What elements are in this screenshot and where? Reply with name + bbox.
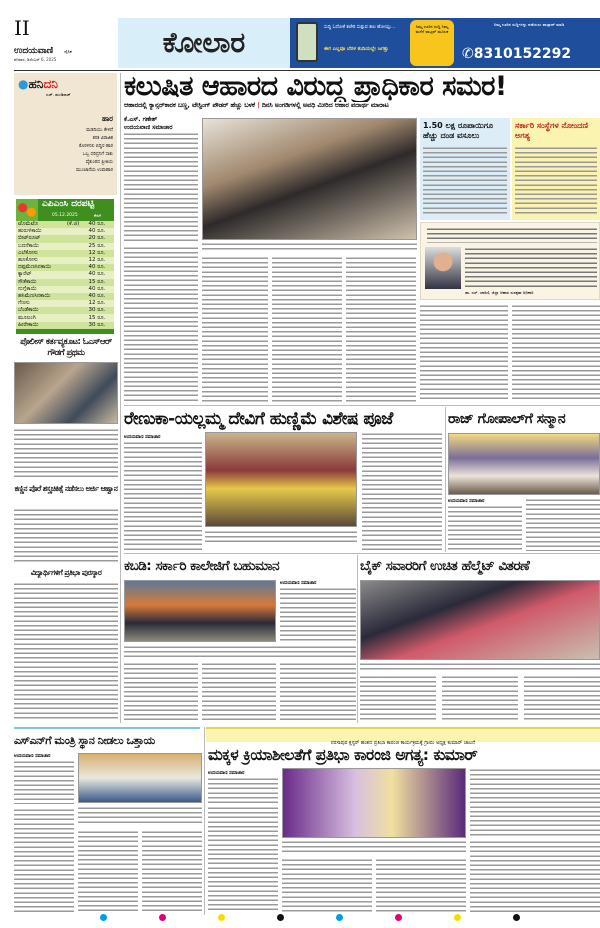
article-body-text: [423, 146, 507, 216]
quote-box: [420, 222, 600, 300]
article-body-text: [362, 432, 442, 551]
section-rule-blue: [14, 727, 200, 729]
apmc-row: [16, 271, 114, 278]
apmc-price: 40 ರೂ.: [86, 293, 114, 300]
apmc-row: [16, 322, 114, 329]
article-body-text: [280, 587, 356, 642]
vegetables-image: [16, 199, 38, 221]
ad-phone-number: ✆8310152292: [462, 46, 572, 62]
apmc-note: [65, 257, 87, 264]
lead-subhead: [124, 102, 600, 110]
helmet-headline: ಬೈಕ್ ಸವಾರರಿಗೆ ಉಚಿತ ಹೆಲ್ಮೆಟ್ ವಿತರಣೆ: [360, 558, 530, 574]
apmc-note: (ಕೆ.ಜಿ): [65, 221, 87, 228]
apmc-price: 40 ರೂ.: [86, 221, 114, 228]
paper-name: ಉದಯವಾಣಿ: [14, 46, 54, 56]
ad-badge: ನಿಮ್ಮ ಊರಿನ ಸುದ್ದಿ ನಿಮ್ಮ ಮನೆಗೆ ವಾಟ್ಸಪ್ ಮೂಲಕ: [410, 20, 454, 66]
raj-dateline: ಉದಯವಾಣಿ ಸಮಾಚಾರ: [448, 499, 485, 504]
article-body-text: [512, 304, 600, 402]
official-portrait: [425, 247, 461, 289]
edition-title: ಕೋಲಾರ: [162, 26, 246, 59]
apmc-price: 12 ರೂ.: [86, 300, 114, 307]
apmc-price: 12 ರೂ.: [86, 250, 114, 257]
advertisement: [290, 18, 600, 68]
pratibha-dateline: ಉದಯವಾಣಿ ಸಮಾಚಾರ: [208, 771, 245, 776]
article-body-text: [280, 662, 356, 722]
subhead-part-2: ದಿನಸಿ ಅಂಗಡಿಗಳಲ್ಲಿ ಅವಧಿ ಮೀರಿದ ಆಹಾರ ಪದಾರ್ಥ ಮಾರಾಟ: [261, 102, 389, 109]
apmc-price: 25 ರೂ.: [86, 243, 114, 250]
article-body-text: [78, 830, 138, 912]
quote-text: [427, 227, 597, 243]
apmc-note: [65, 286, 87, 293]
article-body-text: [208, 777, 278, 803]
pratibha-kicker: ನರಸಾಪುರ ಕ್ಲಸ್ಟರ್ ಹಂತದ ಪ್ರತಿಭಾ ಕಾರಂಜಿ ಕಾರ್ಯಕ್ರಮಕ್ಕೆ ಗ್ರಾಪಂ ಅಧ್ಯಕ್ಷ ಕುಮಾರ್ ಚಾಲನೆ: [330, 740, 476, 746]
subhead-separator: |: [257, 102, 260, 109]
apmc-item: ದಪ್ಪಮೆಣಸಿನಕಾಯಿ: [16, 264, 65, 271]
lead-byline: ಕೆ.ಎಸ್. ಗಣೇಶ್: [124, 116, 158, 123]
apmc-item: ಹೀರೇಕಾಯಿ: [16, 322, 65, 329]
poem-line: ಕೊರಳಿನಲಿ ಬಿದ್ದಿರ ಹಾರ: [79, 144, 113, 149]
apmc-item: ಸೌತೆಕಾಯಿ: [16, 279, 65, 286]
kabaddi-dateline: ಉದಯವಾಣಿ ಸಮಾಚಾರ: [280, 581, 317, 586]
article-body-text: [14, 582, 118, 720]
apmc-row: [16, 221, 114, 228]
apmc-note: [65, 228, 87, 235]
apmc-item: ಬೀಟ್‌ರೂಟ್: [16, 235, 65, 242]
apmc-item: ಟೊಮೆಟೊ: [16, 221, 65, 228]
section-rule: [124, 405, 600, 406]
column-rule: [120, 73, 121, 723]
article-body-text: [282, 858, 372, 912]
photo-caption: [202, 242, 417, 252]
edition-title-box: [118, 18, 290, 68]
registration-box-title: ಸರ್ಕಾರಿ ಸಂಸ್ಥೆಗಳ ನೋಂದಣಿ ಅಗತ್ಯ: [515, 121, 589, 140]
apmc-row: [16, 314, 114, 321]
temple-pooja-photo: [205, 432, 357, 527]
apmc-row: [16, 279, 114, 286]
article-body-text: [14, 508, 118, 564]
ad-phone-text: 8310152292: [473, 46, 572, 62]
photo-caption: [282, 840, 466, 854]
color-registration-marks: [100, 914, 520, 922]
article-body-text: [524, 675, 600, 722]
article-body-text: [515, 146, 597, 216]
apmc-item: ಗೆಣಸು: [16, 300, 65, 307]
article-body-text: [272, 256, 342, 402]
article-body-text: [124, 246, 198, 402]
poem-author: ಎಚ್. ಡುಂಡಿರಾಜ್: [46, 92, 71, 97]
apmc-row: [16, 293, 114, 300]
apmc-item: ಹಸಿಮೆಣಸಿನಕಾಯಿ: [16, 293, 65, 300]
renuka-headline: ರೇಣುಕಾ-ಯಲ್ಲಮ್ಮ ದೇವಿಗೆ ಹುಣ್ಣಿಮೆ ವಿಶೇಷ ಪೂಜೆ: [124, 409, 393, 429]
article-body-text: [442, 675, 518, 722]
pratibha-karanji-photo: [282, 768, 466, 838]
ad-phone-icon: [296, 22, 318, 62]
apmc-item: ನುಗ್ಗೆಕಾಯಿ: [16, 286, 65, 293]
poem-line: ಮಡದಿಯು ಕೇಳಿದೆ: [86, 128, 113, 133]
subhead-part-1: ಆಹಾರದಲ್ಲಿ ಕ್ಯಾನ್ಸರ್‌ಕಾರಕ ಬಣ್ಣ, ಟೇಸ್ಟಿಂಗ್ ಪೌಡರ್ ಹೆಚ್ಚು ಬಳಕೆ: [124, 102, 255, 109]
apmc-unit: ಕೆಜಿಗೆ: [94, 213, 101, 218]
article-body-text: [470, 768, 600, 836]
article-body-text: [124, 662, 198, 722]
pratibha-kicker-band: [206, 729, 600, 746]
article-body-text: [420, 304, 508, 402]
kabaddi-headline: ಕಬಡಿ: ಸರ್ಕಾರಿ ಕಾಲೇಜಿಗೆ ಬಹುಮಾನ: [124, 558, 280, 574]
apmc-row: [16, 307, 114, 314]
apmc-item: ಕ್ಯಾರೆಟ್: [16, 271, 65, 278]
quote-caption: ಡಾ. ಎಸ್. ಚಾರಿಣಿ, ಜಿಲ್ಲಾ ಆಹಾರ ಸುರಕ್ಷತಾ ಅಧಿಕಾರಿ: [465, 290, 534, 295]
apmc-row: [16, 228, 114, 235]
apmc-row: [16, 286, 114, 293]
poem-line: ವೈಕುಂಠದ ಪ್ರೀತಿಯ: [85, 160, 113, 165]
apmc-item: ಬೆಂಡೆಕಾಯಿ: [16, 307, 65, 314]
edition-tag: ದೈನಿಕ: [64, 49, 72, 54]
apmc-price: 30 ರೂ.: [86, 307, 114, 314]
apmc-row: [16, 243, 114, 250]
apmc-note: [65, 279, 87, 286]
apmc-row: [16, 235, 114, 242]
lead-headline: ಕಲುಷಿತ ಆಹಾರದ ವಿರುದ್ಧ ಪ್ರಾಧಿಕಾರ ಸಮರ!: [124, 72, 507, 102]
article-body-text: [142, 830, 202, 912]
masthead: [14, 18, 114, 68]
apmc-note: [65, 271, 87, 278]
left-headline-2: ಕಣ್ಣಿನ ಪೊರೆ ಶಸ್ತ್ರಚಿಕಿತ್ಸೆ ನಡೆಸಲು ಅರ್ಜಿ ಆಹ್ವಾನ: [14, 484, 118, 493]
article-body-text: [14, 760, 74, 804]
apmc-item: ಮೂಲಂಗಿ: [16, 314, 65, 321]
apmc-price: 40 ರೂ.: [86, 286, 114, 293]
article-body-text: [526, 498, 600, 551]
apmc-note: [65, 250, 87, 257]
masthead-rule: [14, 70, 600, 71]
police-award-photo: [14, 362, 118, 424]
apmc-price: 20 ರೂ.: [86, 235, 114, 242]
registration-box: [512, 118, 600, 220]
pratibha-headline: ಮಕ್ಕಳ ಕ್ರಿಯಾಶೀಲತೆಗೆ ಪ್ರತಿಭಾ ಕಾರಂಜಿ ಅಗತ್ಯ: ಕುಮಾರ್: [208, 746, 478, 764]
apmc-note: [65, 307, 87, 314]
section-rule: [124, 553, 600, 554]
article-body-text: [346, 256, 416, 402]
apmc-price-table: [16, 199, 114, 334]
apmc-price: 40 ರೂ.: [86, 271, 114, 278]
left-headline-1: ಪೊಲೀಸ್ ಕರ್ತವ್ಯಕೂಟ: ಓಎಸ್‌ಆರ್ ಗೌಡಗೆ ಪ್ರಥಮ: [20, 337, 112, 358]
article-body-text: [202, 256, 268, 402]
apmc-row: [16, 264, 114, 271]
apmc-item: ಬದನೆಕಾಯಿ: [16, 243, 65, 250]
apmc-note: [65, 243, 87, 250]
apmc-note: [65, 322, 87, 329]
article-body-text: [124, 132, 198, 242]
article-body-text: [14, 808, 74, 912]
apmc-title: ಎಪಿಎಂಸಿ ದರಪಟ್ಟಿ: [42, 199, 95, 209]
apmc-price: 40 ರೂ.: [86, 264, 114, 271]
hani-title: ಹನಿ: [28, 77, 44, 91]
apmc-row: [16, 250, 114, 257]
photo-caption: [360, 662, 600, 672]
ad-line-1: ಸುದ್ದಿ ಓದೋಕೆ ಕಚೇರಿ ಸುತ್ತುವ ಕಾಲ ಹೋಯ್ತು...: [324, 25, 396, 30]
dani-title: ದನಿ: [43, 77, 58, 91]
article-body-text: [360, 675, 436, 722]
fine-box: [420, 118, 510, 220]
lead-dateline: ಉದಯವಾಣಿ ಸಮಾಚಾರ: [124, 124, 173, 131]
page-number: II: [14, 16, 30, 40]
article-body-text: [376, 858, 466, 912]
apmc-price: 15 ರೂ.: [86, 314, 114, 321]
article-body-text: [124, 441, 202, 551]
article-body-text: [470, 840, 600, 912]
food-inspection-photo: [202, 118, 417, 240]
apmc-note: [65, 300, 87, 307]
apmc-note: [65, 235, 87, 242]
poem-lines: [18, 127, 113, 175]
article-body-text: [448, 505, 522, 551]
ad-right-text: ನಿಮ್ಮ ಊರಿನ ಸುದ್ದಿಗಳನ್ನು ಪಡೆಯಲು ವಾಟ್ಸಾಪ್ ಮಾಡಿ: [494, 22, 564, 27]
poem-line: ಕನಕ ವಿರಾಜಿತ: [92, 136, 113, 141]
poem-title: ಹಾರ: [101, 115, 113, 123]
apmc-price: 40 ರೂ.: [86, 228, 114, 235]
column-rule: [204, 727, 205, 915]
drop-icon: ●: [18, 77, 29, 91]
apmc-item: ಹೂಕೋಸು: [16, 257, 65, 264]
apmc-item: ಎಲೆಕೋಸು: [16, 250, 65, 257]
helmet-distribution-photo: [360, 580, 600, 660]
left-headline-3: ವಿದ್ಯಾರ್ಥಿಗಳಿಗೆ ಪ್ರತಿಭಾ ಪುರಸ್ಕಾರ: [30, 568, 102, 577]
raj-headline: ರಾಜ್ ಗೋಪಾಲ್‌ಗೆ ಸನ್ಮಾನ: [448, 411, 566, 427]
apmc-note: [65, 314, 87, 321]
apmc-price: 12 ರೂ.: [86, 257, 114, 264]
article-body-text: [202, 662, 276, 722]
issue-date: ಶನಿವಾರ, ಡಿಸೆಂಬರ್ 6, 2025: [14, 57, 57, 62]
column-rule: [357, 555, 358, 723]
poem-line: ಒಬ್ಬ ದರಿದ್ರನಿಗೆ ಸಾಕು: [82, 152, 113, 157]
article-body-text: [208, 806, 278, 912]
apmc-price: 15 ರೂ.: [86, 279, 114, 286]
sn-headline: ಎಸ್‌ಎನ್‌ಗೆ ಮಂತ್ರಿ ಸ್ಥಾನ ನೀಡಲು ಒತ್ತಾಯ: [14, 734, 155, 747]
apmc-price: 30 ರೂ.: [86, 322, 114, 329]
sn-dateline: ಉದಯವಾಣಿ ಸಮಾಚಾರ: [14, 754, 51, 759]
apmc-note: [65, 293, 87, 300]
ad-line-2: ಈಗ ಎಲ್ಲವೂ ಬೆರಳ ತುದಿಯಲ್ಲೇ ಜಗತ್ತು: [324, 46, 389, 52]
apmc-rows: [16, 221, 114, 329]
apmc-item: ಹುರುಳಿಕಾಯಿ: [16, 228, 65, 235]
apmc-row: [16, 300, 114, 307]
kabaddi-team-photo: [124, 580, 276, 642]
photo-caption: [124, 645, 356, 659]
apmc-date: 05.12.2025: [52, 213, 78, 218]
apmc-row: [16, 257, 114, 264]
renuka-dateline: ಉದಯವಾಣಿ ಸಮಾಚಾರ: [124, 435, 161, 440]
article-body-text: [14, 428, 118, 480]
felicitation-photo: [448, 433, 600, 495]
apmc-note: [65, 264, 87, 271]
column-rule: [445, 407, 446, 552]
hani-dani-box: [14, 73, 117, 195]
sn-protest-photo: [78, 753, 202, 803]
poem-line: ಮುಂಜಾನೆಯ ಉಪಾಹಾರ: [76, 168, 113, 173]
photo-caption: [205, 530, 357, 544]
quote-text: [465, 247, 597, 287]
fine-box-title: 1.50 ಲಕ್ಷ ರೂಪಾಯಿಗೂ ಹೆಚ್ಚು ದಂಡ ವಸೂಲು: [423, 121, 494, 140]
photo-caption: [78, 806, 202, 826]
